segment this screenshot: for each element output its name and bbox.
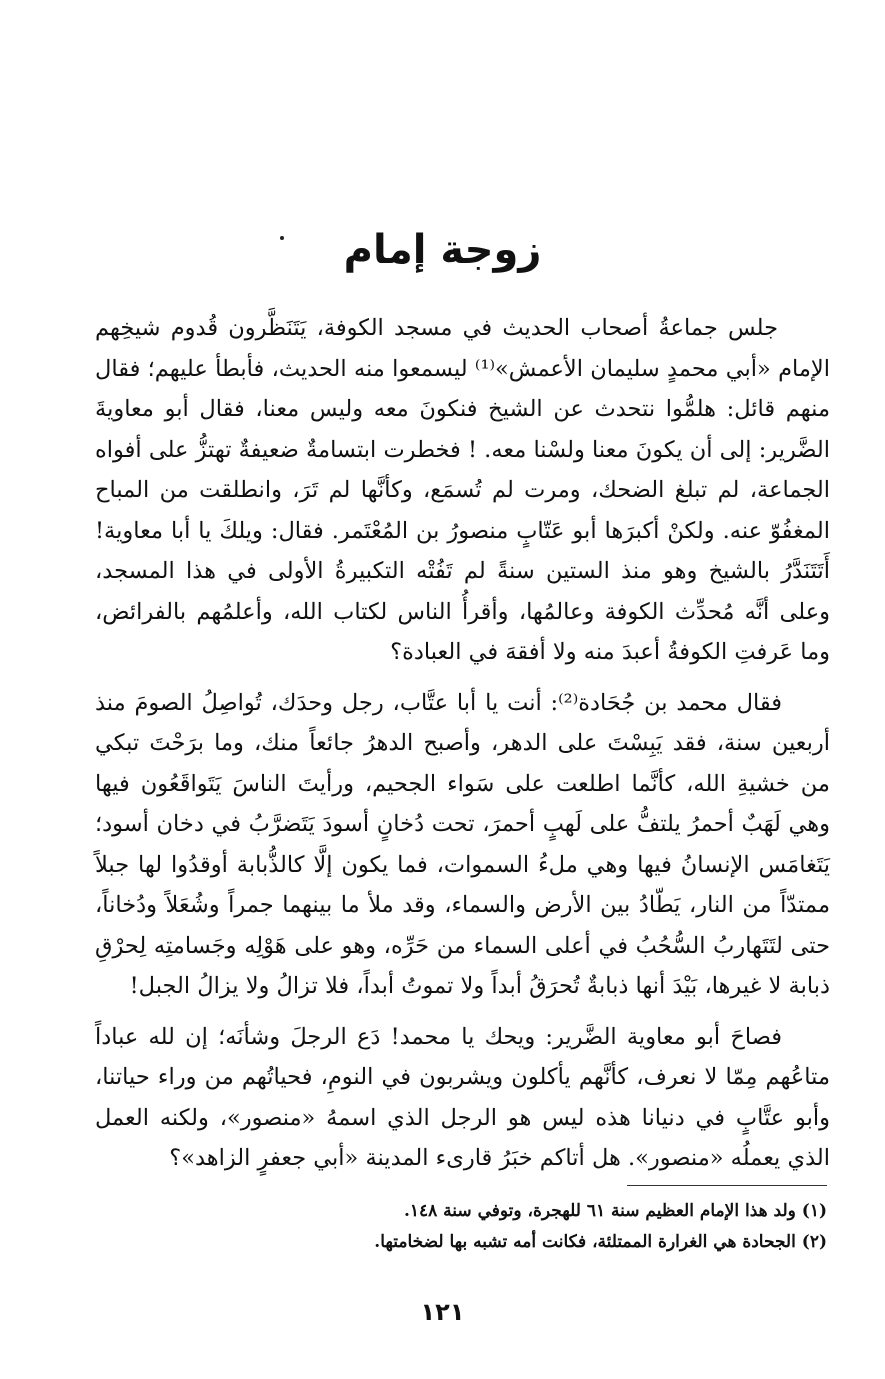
paragraph: فقال محمد بن جُحَادة⁽²⁾: أنت يا أبا عتَّاب، رجل وحدَك، تُواصِلُ الصومَ منذ أربعين سنة، فقد يَبِسْتَ على الدهر، وأصبح الدهرُ جائعاً منك، وما برَحْتَ تبكي من خشيةِ الله، كأنَّما اطلعت على سَواء الجحيم، ورأيتَ الناسَ يَتَواقَعُون فيها وهي لَهَبٌ أحمرُ يلتفُّ على لَهبٍ أحمرَ، تحت دُخانٍ أسودَ يَتَضرَّبُ في دخان أسود؛ يَتَغامَس الإنسانُ فيها وهي ملءُ السموات، فما يكون إلَّا كالذُّبابة أوقدُوا لها جبلاً ممتدّاً من النار، يَطّادُ بين الأرض والسماء، وقد ملأ ما بينهما جمراً وشُعَلاً ودُخاناً، حتى لتَتَهاربُ السُّحُبُ في أعلى السماء من حَرِّه، وهو على هَوْلِه وجَسامتِه لِحرْقِ ذبابة لا غيرها، بَيْدَ أنها ذبابةٌ تُحرَقُ أبداً ولا تموتُ أبداً، فلا تزالُ ولا يزالُ الجبل! — [95, 689, 830, 999]
paragraph: فصاحَ أبو معاوية الضَّرير: ويحك يا محمد! دَع الرجلَ وشأنَه؛ إن لله عباداً متاعُهم مِمّا لا نعرف، كأنَّهم يأكلون ويشربون في النومِ، فحياتُهم من وراء حياتنا، وأبو عتَّابٍ في دنيانا هذه ليس هو الرجل الذي اسمهُ «منصور»، ولكنه العمل الذي يعملُه «منصور». هل أتاكم خبَرُ قارىء المدينة «أبي جعفرٍ الزاهد»؟ — [95, 1023, 830, 1171]
footnotes — [107, 1196, 827, 1258]
footnote-divider — [627, 1185, 827, 1186]
footnote: (٢) الجحادة هي الغرارة الممتلئة، فكانت أمه تشبه بها لضخامتها. — [374, 1232, 827, 1252]
footnote: (١) ولد هذا الإمام العظيم سنة ٦١ للهجرة، وتوفي سنة ١٤٨. — [403, 1201, 827, 1221]
paragraph: جلس جماعةُ أصحاب الحديث في مسجد الكوفة، يَتَنَظَّرون قُدوم شيخِهم الإمام «أبي محمدٍ سليمان الأعمش»⁽¹⁾ ليسمعوا منه الحديث، فأبطأ عليهم؛ فقال منهم قائل: هلمُّوا نتحدث عن الشيخ فنكونَ معه وليس معنا، فقال أبو معاويةَ الضَّرير: إلى أن يكونَ معنا ولسْنا معه. ! فخطرت ابتسامةٌ ضعيفةٌ تهتزُّ على أفواه الجماعة، لم تبلغ الضحك، ومرت لم تُسمَع، وكأنَّها لم تَرَ، وانطلقت من المباح المغفُوّ عنه. ولكنْ أكبرَها أبو عَتّابٍ منصورُ بن المُعْتَمر. فقال: ويلكَ يا أبا معاوية! أَتَتَنَدَّرُ بالشيخ وهو منذ الستين سنةً لم تَفُتْه التكبيرةُ الأولى في هذا المسجد، وعلى أنَّه مُحدِّث الكوفة وعالمُها، وأقرأُ الناس لكتاب الله، وأعلمُهم بالفرائض، وما عَرفتِ الكوفةُ أعبدَ منه ولا أفقهَ في العبادة؟ — [95, 315, 830, 665]
ink-dot — [280, 236, 284, 240]
chapter-title: زوجة إمام — [343, 227, 542, 273]
page-number: ١٢١ — [420, 1298, 465, 1326]
body-text — [95, 308, 830, 1189]
